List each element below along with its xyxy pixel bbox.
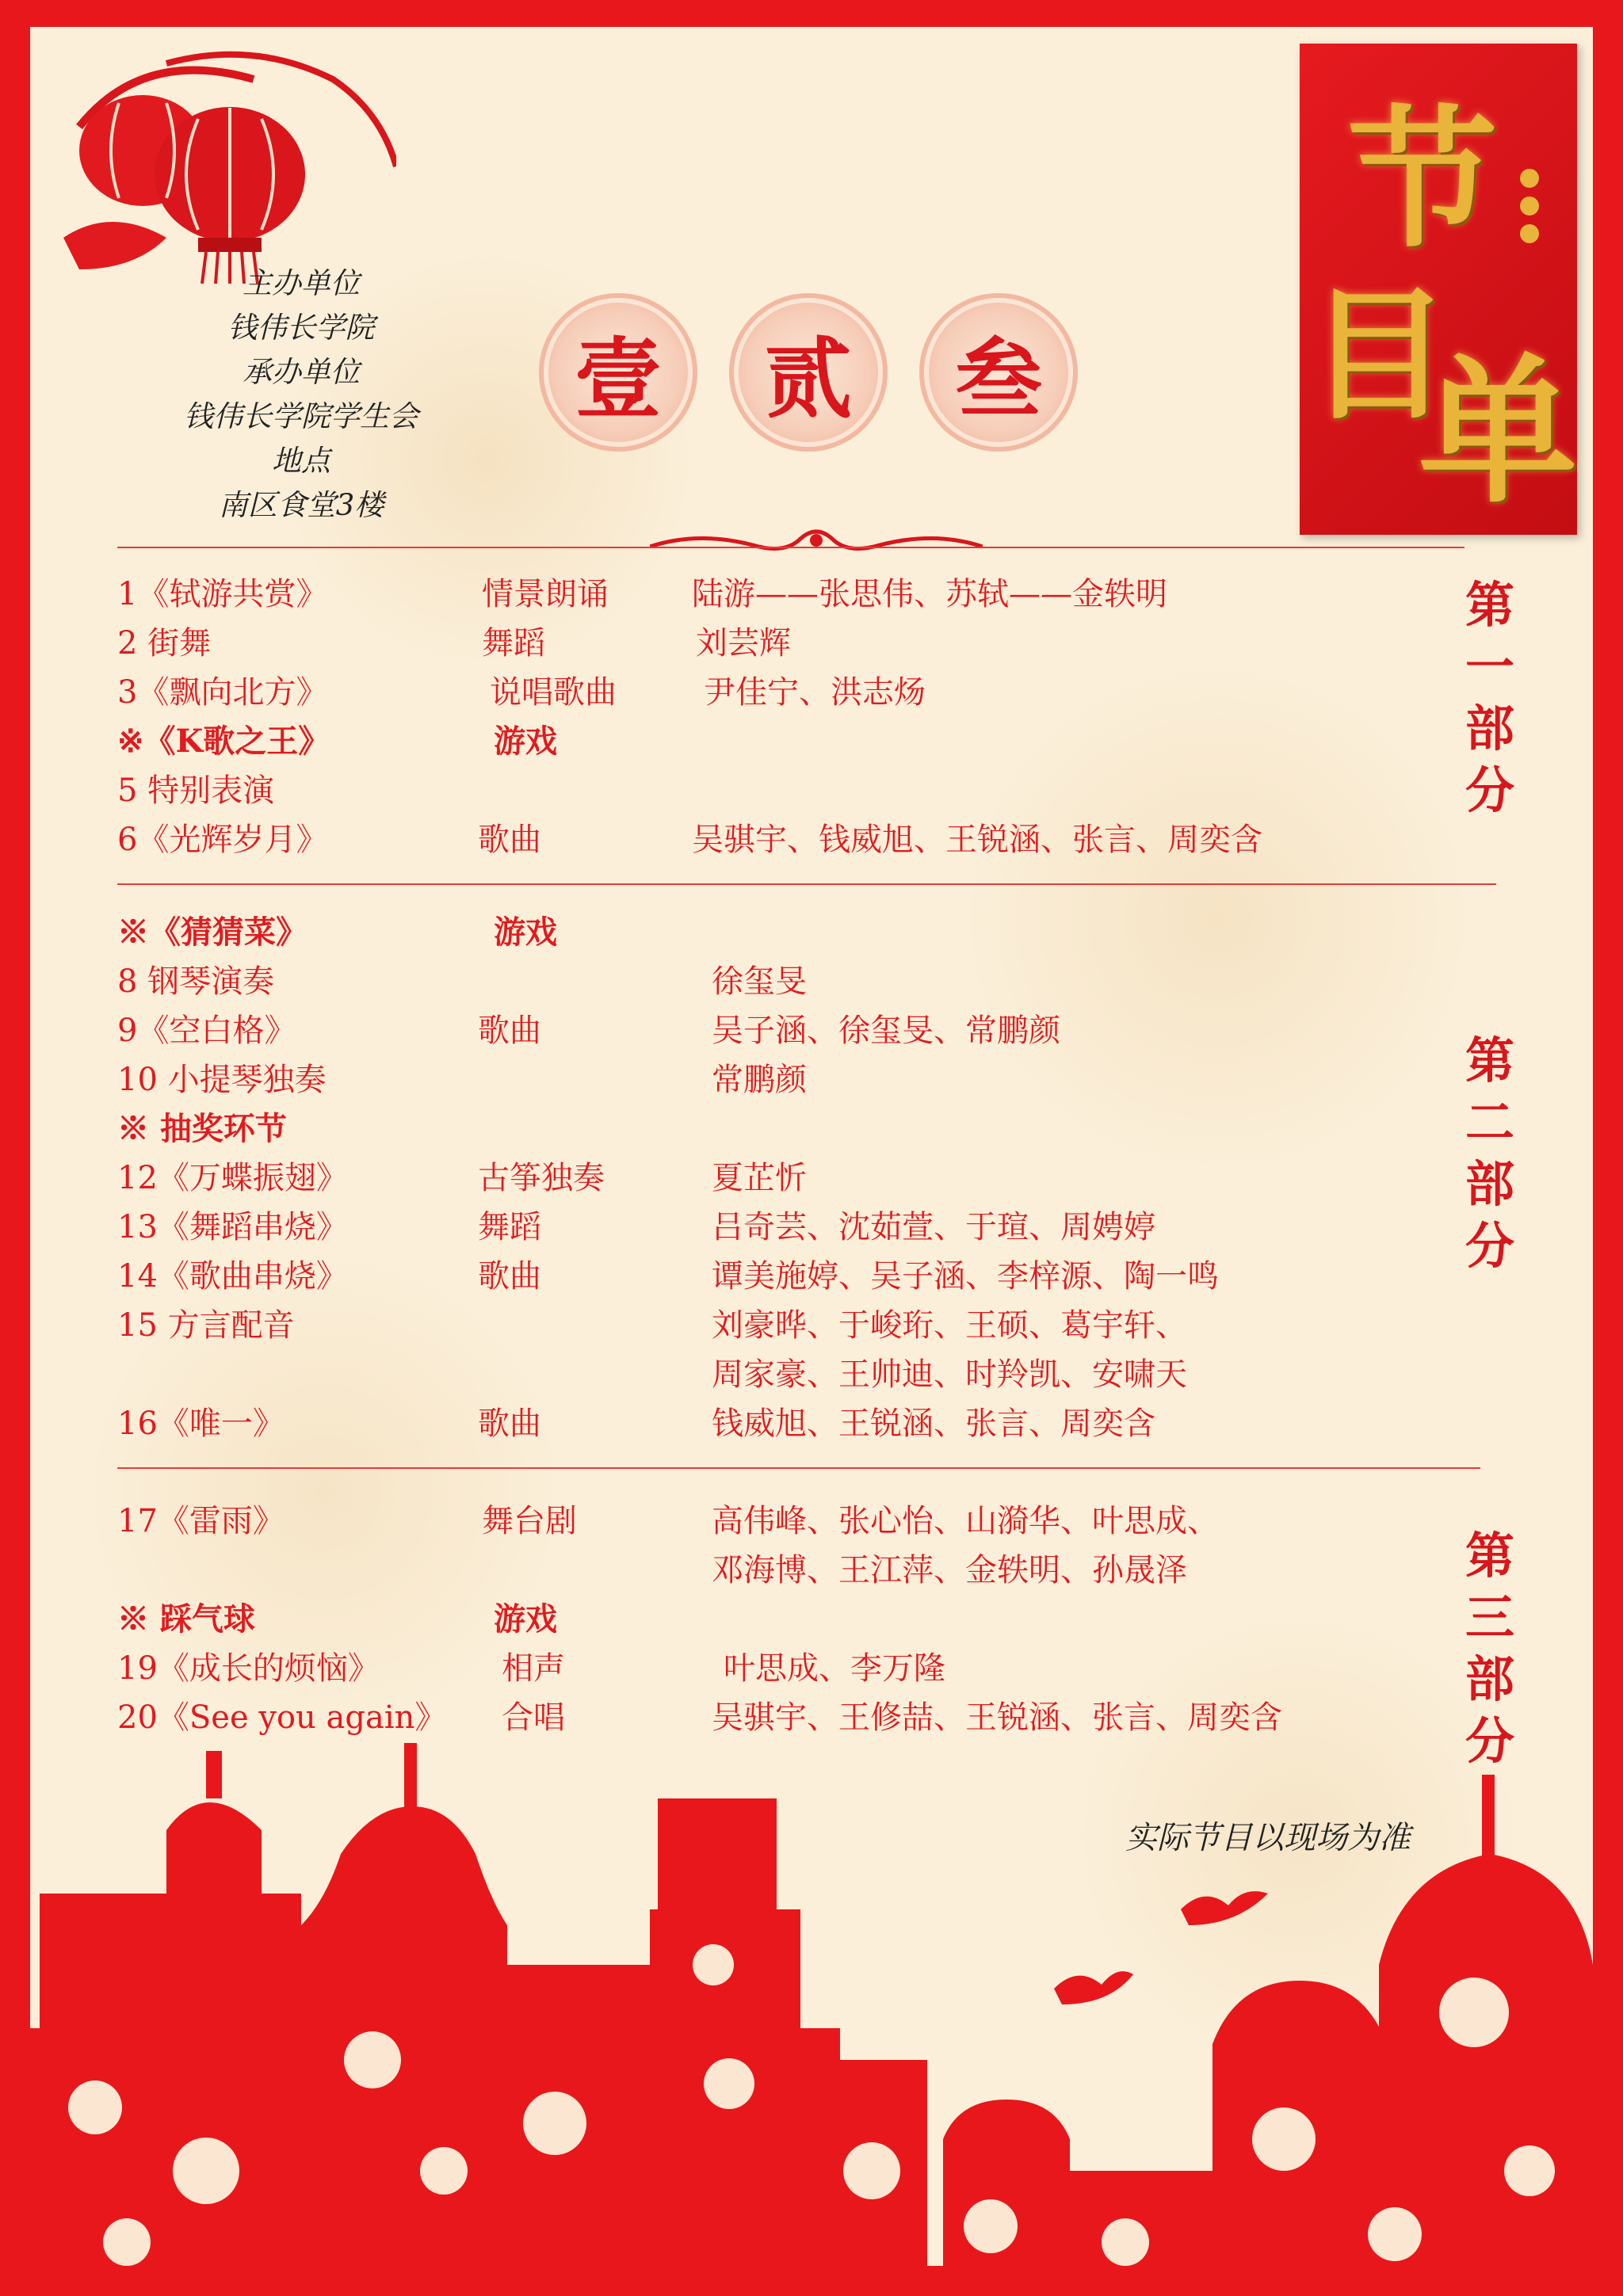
divider-1: [117, 883, 1496, 885]
organizer-info: [158, 261, 444, 528]
title-char-jie: 节: [1347, 91, 1499, 268]
venue-label: 地点: [272, 444, 330, 478]
co-organizer-name: 钱伟长学院学生会: [184, 399, 418, 433]
section-numerals: [539, 285, 1094, 475]
numeral-two: 贰: [729, 293, 888, 452]
section-label-3: 第 三 部 分: [1465, 1527, 1514, 1770]
venue-name: 南区食堂3楼: [218, 488, 384, 522]
section-label-2: 第 二 部 分: [1465, 1032, 1514, 1275]
host-name: 钱伟长学院: [227, 311, 375, 345]
co-organizer-label: 承办单位: [242, 355, 360, 389]
program-title-banner: [1300, 44, 1577, 535]
papercut-skyline: [0, 1727, 1623, 2296]
footer-note: 实际节目以现场为准: [1125, 1820, 1411, 1856]
title-char-mu: 目: [1308, 272, 1451, 439]
title-char-dan: 单: [1419, 338, 1578, 524]
divider-2: [117, 1467, 1480, 1469]
section-label-1: 第 一 部 分: [1465, 576, 1514, 819]
lantern-decoration: [48, 32, 396, 285]
scroll-ornament: [650, 523, 983, 563]
divider-top: [117, 547, 1465, 548]
host-label: 主办单位: [242, 266, 360, 300]
dots-ornament: [1514, 162, 1545, 257]
numeral-one: 壹: [539, 293, 697, 452]
numeral-three: 叁: [919, 293, 1078, 452]
